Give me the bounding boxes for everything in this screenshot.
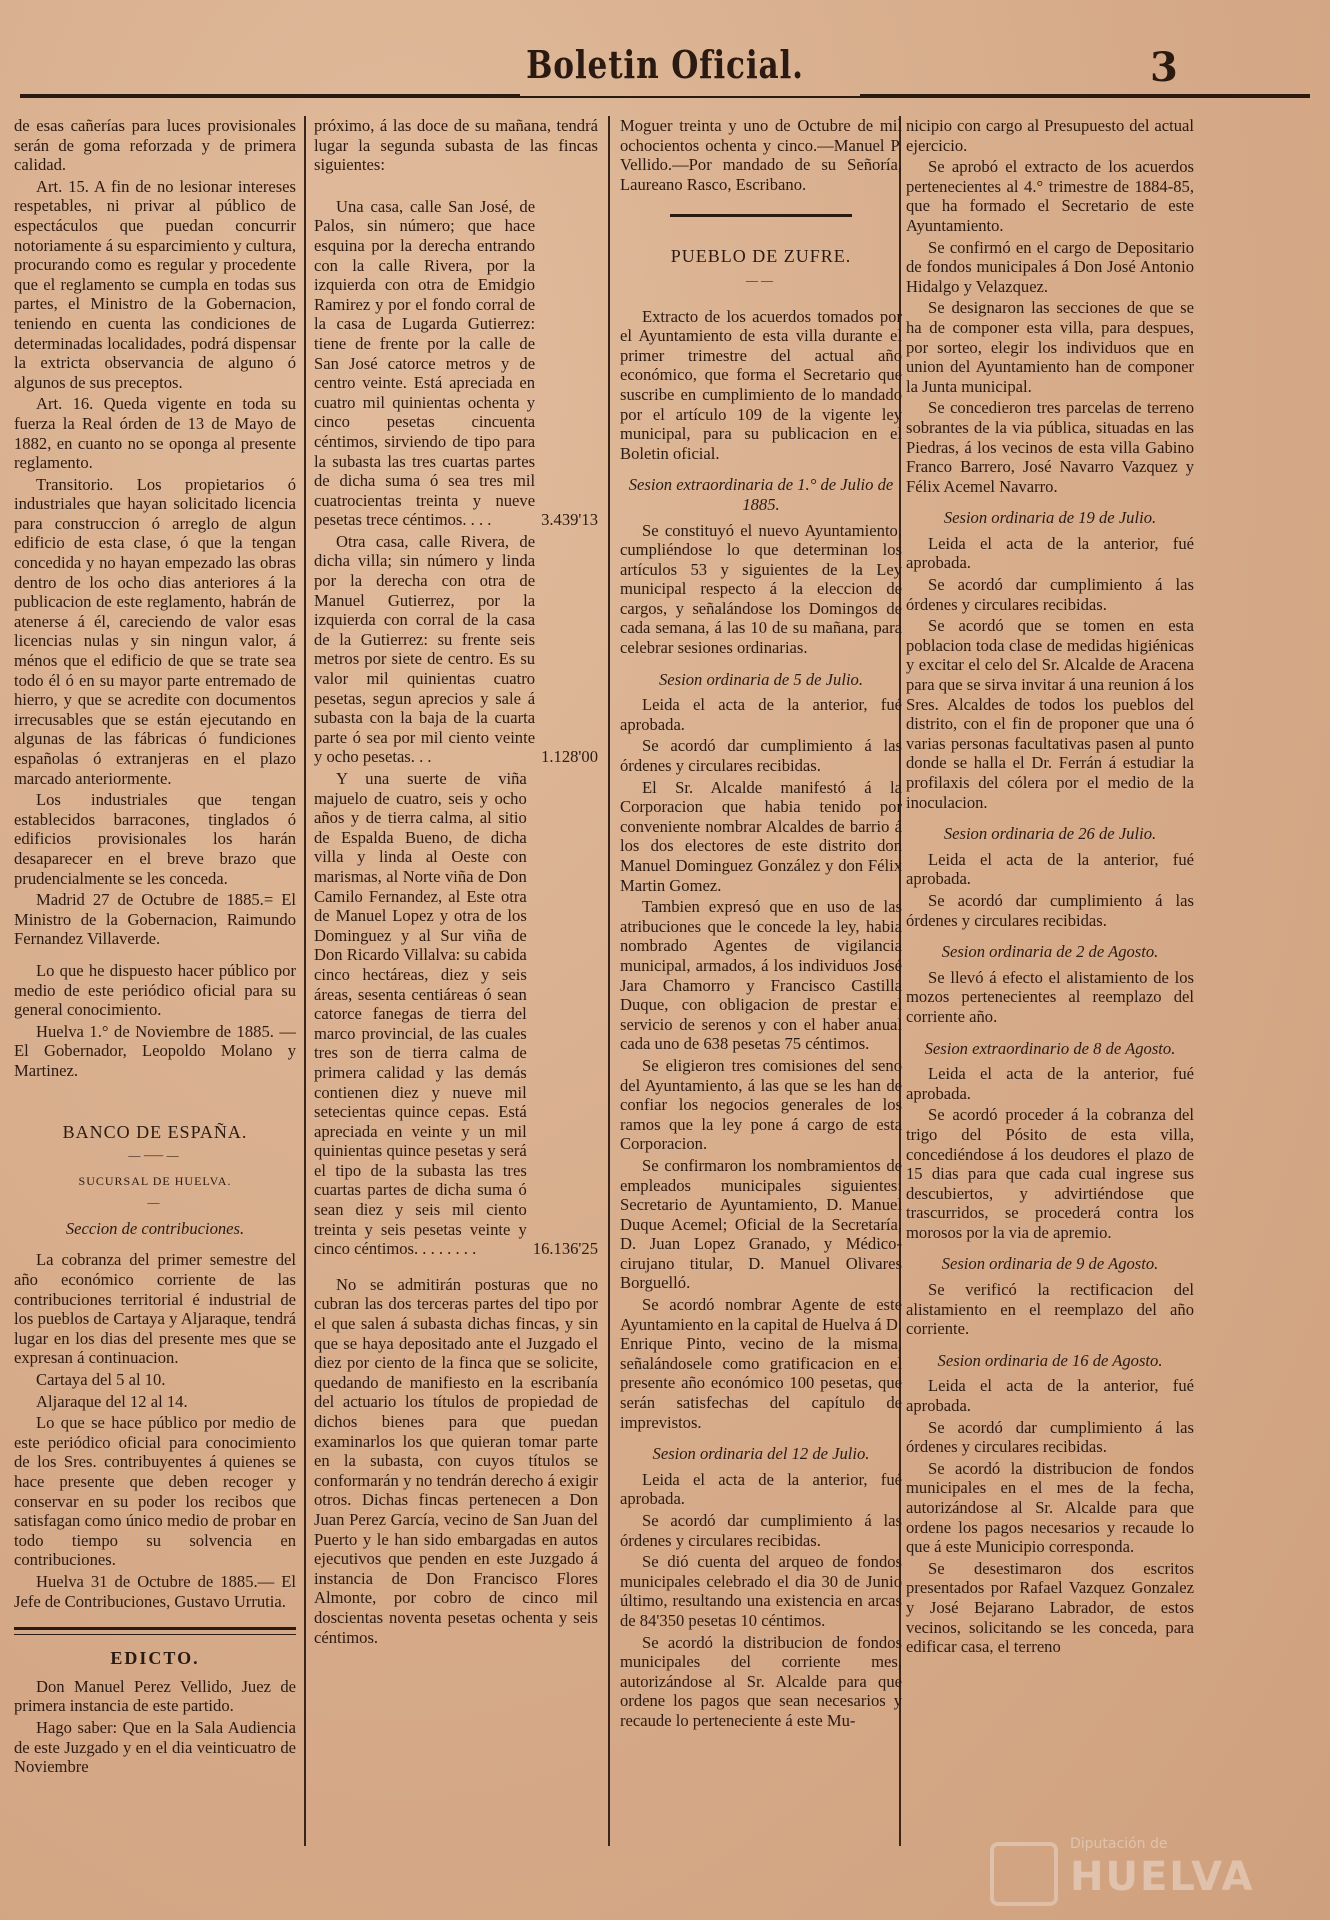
paragraph: Cartaya del 5 al 10. xyxy=(36,1370,166,1390)
paragraph: Se constituyó el nuevo Ayuntamiento, cumpliéndose lo que determinan los artículos 53 y siguientes de la Ley municipal respecto á la eleccion de cargos, y señalándose los Domingos de cada semana, á las 10 de su mañana, para celebrar sesiones ordinarias. xyxy=(620,520,902,658)
archive-logo-icon xyxy=(990,1842,1058,1906)
paragraph: Se acordó dar cumplimiento á las órdenes y circulares recibidas. xyxy=(906,1417,1194,1457)
paragraph: Leida el acta de la anterior, fué aprobada. xyxy=(906,849,1194,889)
paragraph: Leida el acta de la anterior, fué aprobada. xyxy=(906,1064,1194,1103)
column-3 xyxy=(620,116,902,1911)
session-heading: Sesion ordinaria de 16 de Agosto. xyxy=(937,1350,1163,1370)
paragraph: Transitorio. Los propietarios ó industriales que hayan solicitado licencia para construccion ó arreglo de algun edificio de esta clase, ó que la tengan concedida y no hayan empezado las obras dentro de los ocho dias anteriores á la publicacion de este reglamento, habrán de atenerse á él, careciendo de valor esas licencias nulas y sin ningun valor, á ménos que el edificio de que se trate sea todo él ó en su mayor parte entremado de hierro, y que se acredite con documentos irrecusables que se están ejecutando en algunas de las fábricas ó fundiciones españolas ó extranjeras en el plazo marcado anteriormente. xyxy=(14,474,296,788)
paragraph: Se acordó dar cumplimiento á las órdenes y circulares recibidas. xyxy=(620,736,902,776)
masthead-rule-left xyxy=(20,94,520,98)
paragraph: Se aprobó el extracto de los acuerdos pertenecientes al 4.° trimestre de 1884-85, que ha formado el Secretario de este Ayuntamiento. xyxy=(906,157,1194,235)
paragraph: Se acordó la distribucion de fondos municipales en el mes de la fecha, autorizándose al Sr. Alcalde para que ordene los pagos necesarios y recaude lo que á este Municipio corresponda. xyxy=(906,1458,1194,1557)
session-heading: Sesion extraordinario de 8 de Agosto. xyxy=(924,1038,1176,1058)
paragraph: Leida el acta de la anterior, fué aprobada. xyxy=(620,695,902,734)
auction-item-text: Otra casa, calle Rivera, de dicha villa; sin número y linda por la derecha con otra de Manuel Gutierrez, por la izquierda con corral de la casa de la Gutierrez: su frente seis metros por siete de centro. Es su valor mil quinientas cuatro pesetas, segun aprecios y sale á subasta con la baja de la cuarta parte ó sea por mil ciento veinte y ocho pesetas. . . xyxy=(314,531,536,767)
auction-item-text: Y una suerte de viña majuelo de cuatro, seis y ocho años y de tierra calma, al sitio de Espalda Bueno, de dicha villa y linda al Oeste con marismas, al Norte viña de Don Camilo Fernandez, al Este otra de Manuel Lopez y otra de los Dominguez y al Sur viña de Don Ricardo Villalva: su cabida cinco hectáreas, diez y seis áreas, sesenta centiáreas ó sean catorce fanegas de tierra del marco provincial, de las cuales tres son de tierra calma de primera calidad y las demás contienen diez y nueve mil setecientas quince cepas. Está apreciada en veinte y un mil quinientas quince pesetas y será el tipo de la subasta las tres cuartas partes de dicha suma ó sean diez y seis mil ciento treinta y seis pesetas veinte y cinco céntimos. . . . . . . . xyxy=(314,769,527,1259)
watermark-small-text: Diputación de xyxy=(1070,1836,1168,1852)
paragraph: Leida el acta de la anterior, fué aprobada. xyxy=(906,1376,1194,1416)
section-subheading-italic: Seccion de contribuciones. xyxy=(65,1218,245,1238)
paragraph: próximo, á las doce de su mañana, tendrá lugar la segunda subasta de las fincas siguientes: xyxy=(314,116,598,175)
auction-item xyxy=(314,769,598,1259)
paragraph: Se acordó que se tomen en esta poblacion toda clase de medidas higiénicas y excitar el celo del Sr. Alcalde de Aracena para que se sirva invitar á una reunion á los Sres. Alcaldes de todos los pueblos del distrito, con el fin de proponer que una ó varias personas facultativas pasen al punto donde se halla el Dr. Ferrán á estudiar la profilaxis del cólera por el medio de la inoculacion. xyxy=(906,616,1194,812)
paragraph: Se acordó nombrar Agente de este Ayuntamiento en la capital de Huelva á D. Enrique Pinto, vecino de la misma, señalándosele como gratificacion en el presente año económico 100 pesetas, que serán satisfechas del capítulo de imprevistos. xyxy=(620,1295,902,1432)
section-separator-thin xyxy=(14,1634,296,1635)
paragraph: Huelva 31 de Octubre de 1885.— El Jefe de Contribuciones, Gustavo Urrutia. xyxy=(14,1571,296,1611)
paragraph: Aljaraque del 12 al 14. xyxy=(36,1391,188,1411)
paragraph: El Sr. Alcalde manifestó á la Corporacion que habia tenido por conveniente nombrar Alcaldes de barrio á los dos electores de este distrito don Manuel Dominguez González y don Félix Martin Gomez. xyxy=(620,777,902,895)
paragraph: Se verificó la rectificacion del alistamiento en el reemplazo del año corriente. xyxy=(906,1280,1194,1339)
archive-watermark xyxy=(990,1836,1310,1906)
paragraph: Madrid 27 de Octubre de 1885.= El Ministro de la Gobernacion, Raimundo Fernandez Villaverde. xyxy=(14,890,296,949)
paragraph: Se acordó dar cumplimiento á las órdenes y circulares recibidas. xyxy=(906,890,1194,930)
ornament-divider: — xyxy=(147,1195,163,1210)
paragraph: Se designaron las secciones de que se ha de componer esta villa, para despues, por sorteo, elegir los individuos que en union del Ayuntamiento han de componer la Junta municipal. xyxy=(906,298,1194,396)
column-4 xyxy=(906,116,1194,1911)
auction-item-text: Una casa, calle San José, de Palos, sin número; que hace esquina por la derecha entrando con la calle Rivera, por la izquierda con otra de Emidgio Ramirez y por el fondo corral de la casa de Lugarda Gutierrez: tiene de frente por la calle de San José catorce metros y de centro veinte. Está apreciada en cuatro mil quinientas ochenta y cinco pesetas cincuenta céntimos, sirviendo de tipo para la subasta las tres cuartas partes de dicha suma ó sea tres mil cuatrocientas treinta y nueve pesetas trece céntimos. . . . xyxy=(314,196,536,530)
paragraph: Art. 16. Queda vigente en toda su fuerza la Real órden de 13 de Mayo de 1882, en cuanto no se oponga al presente reglamento. xyxy=(14,394,296,473)
paragraph: Lo que se hace público por medio de este periódico oficial para conocimiento de los Sres. contribuyentes á quienes se hace presente que deben recoger y conservar en su poder los recibos que satisfagan como único medio de probar en todo tiempo su solvencia en contribuciones. xyxy=(14,1413,296,1570)
paragraph: Huelva 1.° de Noviembre de 1885. —El Gobernador, Leopoldo Molano y Martinez. xyxy=(14,1021,296,1080)
paragraph: No se admitirán posturas que no cubran las dos terceras partes del tipo por el que salen á subasta dichas fincas, y sin que se haya depositado ante el Juzgado el diez por ciento de la finca que se solicite, quedando de manifiesto en la escribanía del actuario los títulos de propiedad de dichos bienes para que puedan examinarlos los que quieran tomar parte en la subasta, con cuyos títulos se conformarán y no tendrán derecho á exigir otros. Dichas fincas pertenecen a Don Juan Perez García, vecino de San Juan del Puerto y le han sido embargadas en autos ejecutivos que penden en este Juzgado á instancia de Don Francisco Flores Almonte, por cobro de cinco mil doscientas noventa pesetas ochenta y seis céntimos. xyxy=(314,1274,598,1647)
column-1 xyxy=(14,116,296,1911)
paragraph: Leida el acta de la anterior, fué aprobada. xyxy=(620,1469,902,1509)
column-rule xyxy=(304,116,306,1846)
paragraph: Se confirmó en el cargo de Depositario de fondos municipales á Don José Antonio Hidalgo y Velazquez. xyxy=(906,237,1194,296)
paragraph: nicipio con cargo al Presupuesto del actual ejercicio. xyxy=(906,116,1194,155)
paragraph: Se llevó á efecto el alistamiento de los mozos pertenecientes al reemplazo del corriente año. xyxy=(906,967,1194,1026)
paragraph: Leida el acta de la anterior, fué aprobada. xyxy=(906,533,1194,573)
paragraph: Se eligieron tres comisiones del seno del Ayuntamiento, á las que se les han de confiar los negocios generales de los ramos que la ley pone á cargo de esta Corporacion. xyxy=(620,1055,902,1154)
session-heading: Sesion ordinaria de 5 de Julio. xyxy=(658,669,864,689)
column-2 xyxy=(314,116,598,1911)
session-heading: Sesion ordinaria del 12 de Julio. xyxy=(652,1444,870,1464)
ornament-divider: —— xyxy=(746,272,776,287)
masthead-title: Boletin Oficial. xyxy=(526,42,804,87)
auction-item xyxy=(314,532,598,767)
paragraph: Los industriales que tengan establecidos barracones, tinglados ó edificios provisionales los harán desaparecer en el breve brazo que prudencialmente se les conceda. xyxy=(14,790,296,888)
session-heading: Sesion extraordinaria de 1.° de Julio de 1885. xyxy=(628,475,894,514)
section-heading-banco: BANCO DE ESPAÑA. xyxy=(62,1121,248,1142)
page-number: 3 xyxy=(1150,44,1178,91)
paragraph: Se acordó dar cumplimiento á las órdenes y circulares recibidas. xyxy=(620,1511,902,1550)
paragraph: Se acordó la distribucion de fondos municipales del corriente mes, autorizándose al Sr. Alcalde para que ordene los pagos que sean necesarios y recaude lo perteneciente á este Mu- xyxy=(620,1632,902,1730)
paragraph: Se acordó proceder á la cobranza del trigo del Pósito de esta villa, concediéndose á los deudores el plazo de 15 dias para que cada cual ingrese sus descubiertos, y advirtiéndose que trascurridos, se procederá contra los morosos por la via de apremio. xyxy=(906,1105,1194,1242)
column-rule xyxy=(608,116,610,1846)
session-heading: Sesion ordinaria de 19 de Julio. xyxy=(943,508,1157,528)
auction-item xyxy=(314,197,598,530)
paragraph: La cobranza del primer semestre del año económico corriente de las contribuciones territorial é industrial de los pueblos de Cartaya y Aljaraque, tendrá lugar en los dias del presente mes que se expresan á continuacion. xyxy=(14,1250,296,1368)
paragraph: Hago saber: Que en la Sala Audiencia de este Juzgado y en el dia veinticuatro de Noviembre xyxy=(14,1717,296,1777)
paragraph: Se dió cuenta del arqueo de fondos municipales celebrado el dia 30 de Junio último, resultando una existencia en arcas de 84'350 pesetas 10 céntimos. xyxy=(620,1552,902,1630)
paragraph: Moguer treinta y uno de Octubre de mil ochocientos ochenta y cinco.—Manuel P. Vellido.—Por mandado de su Señoría, Laureano Rasco, Escribano. xyxy=(620,116,902,194)
section-subheading: SUCURSAL DE HUELVA. xyxy=(78,1173,232,1188)
masthead-rule-right xyxy=(860,94,1310,98)
section-heading-edicto: EDICTO. xyxy=(110,1648,200,1669)
paragraph: Se confirmaron los nombramientos de empleados municipales siguientes: Secretario de Ayuntamiento, D. Manuel Duque Acemel; Oficial de la Secretaría, D. Juan Lopez Granado, y Médico-cirujano titular, D. Manuel Olivares Borguelló. xyxy=(620,1155,902,1293)
section-separator xyxy=(14,1627,296,1630)
paragraph: Se acordó dar cumplimiento á las órdenes y circulares recibidas. xyxy=(906,575,1194,614)
paragraph: Extracto de los acuerdos tomados por el Ayuntamiento de esta villa durante el primer trimestre del actual año económico, que forma el Secretario que suscribe en cumplimiento de lo mandado por el artículo 109 de la vigente ley municipal, para su publicacion en el Boletin oficial. xyxy=(620,306,902,463)
watermark-main-text: HUELVA xyxy=(1070,1854,1255,1900)
masthead xyxy=(0,40,1330,100)
paragraph: Se concedieron tres parcelas de terreno sobrantes de la via pública, situadas en las Piedras, á los vecinos de esta villa Gabino Franco Barrero, José Navarro Vazquez y Félix Acemel Navarro. xyxy=(906,398,1194,496)
session-heading: Sesion ordinaria de 26 de Julio. xyxy=(943,824,1157,844)
paragraph: de esas cañerías para luces provisionales serán de goma reforzada y de primera calidad. xyxy=(14,116,296,175)
section-heading-pueblo: PUEBLO DE ZUFRE. xyxy=(670,246,852,267)
paragraph: Tambien expresó que en uso de las atribuciones que le concede la ley, habia nombrado Agentes de vigilancia municipal, armados, á los individuos José Jara Chamorro y Francisco Castilla Duque, con obligacion de prestar el servicio de serenos y con el haber anual cada uno de 638 pesetas 75 céntimos. xyxy=(620,897,902,1054)
masthead-rule-mid xyxy=(520,96,860,98)
paragraph: Se desestimaron dos escritos presentados por Rafael Vazquez Gonzalez y José Bejarano Labrador, de estos vecinos, solicitando se les conceda, para edificar casa, el terreno xyxy=(906,1558,1194,1657)
auction-amount: 1.128'00 xyxy=(541,747,598,767)
session-heading: Sesion ordinaria de 2 de Agosto. xyxy=(941,942,1159,962)
paragraph: Don Manuel Perez Vellido, Juez de primera instancia de este partido. xyxy=(14,1676,296,1716)
auction-amount: 3.439'13 xyxy=(541,510,598,530)
paragraph: Art. 15. A fin de no lesionar intereses respetables, ni privar al público de espectáculos que puedan concurrir notoriamente á su esparcimiento y cultura, procurando como es regular y procedente que el reglamento se cumpla en todas sus partes, el Ministro de la Gobernacion, teniendo en cuenta las condiciones de determinadas localidades, podrá dispensar la extricta observancia de alguno ó algunos de sus preceptos. xyxy=(14,176,296,392)
session-heading: Sesion ordinaria de 9 de Agosto. xyxy=(941,1254,1159,1274)
ornament-divider: —⸺— xyxy=(128,1148,182,1163)
auction-amount: 16.136'25 xyxy=(532,1239,598,1259)
paragraph: Lo que he dispuesto hacer público por medio de este periódico oficial para su general conocimiento. xyxy=(14,960,296,1020)
